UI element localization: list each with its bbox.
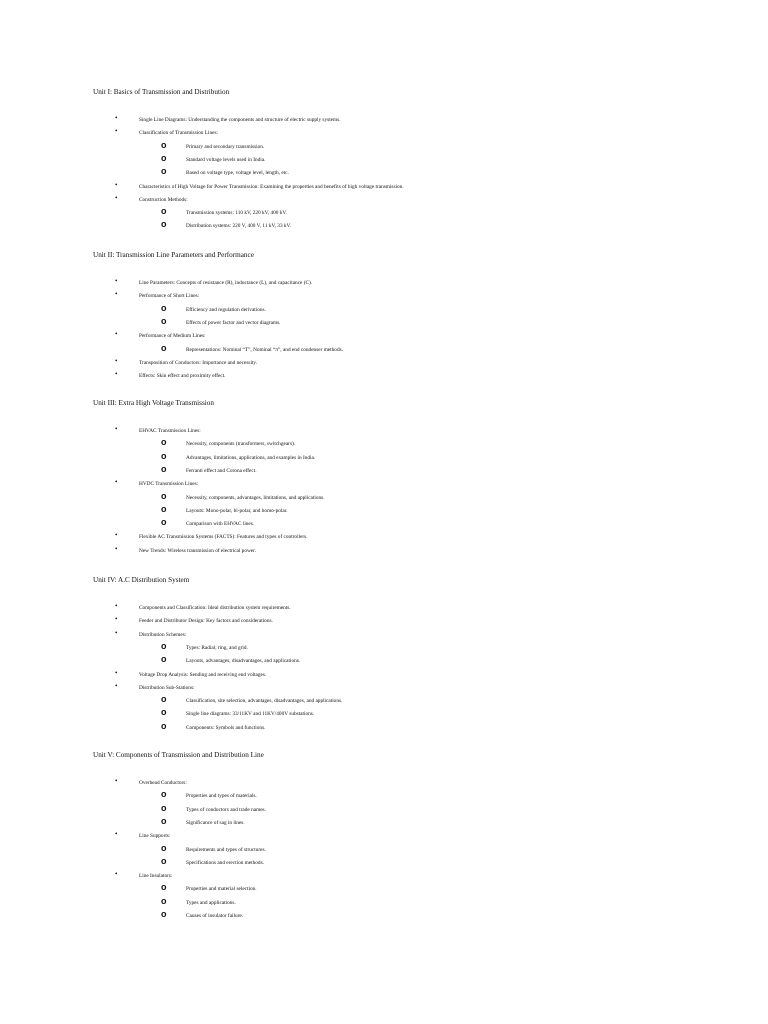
sub-list-item: Distribution systems: 220 V, 400 V, 11 kV, 33 kV. xyxy=(186,223,292,230)
sub-bullet-icon: o xyxy=(161,315,167,326)
unit-heading: Unit III: Extra High Voltage Transmission xyxy=(93,399,214,407)
sub-list-item: Transmission systems: 110 kV, 220 kV, 400 kV. xyxy=(186,210,287,217)
bullet-icon: • xyxy=(115,602,118,610)
sub-bullet-icon: o xyxy=(161,342,167,353)
list-item: Flexible AC Transmission Systems (FACTS): Features and types of controllers. xyxy=(139,534,308,541)
list-item: Voltage Drop Analysis: Sending and receiving end voltages. xyxy=(139,671,267,678)
sub-bullet-icon: o xyxy=(161,789,167,800)
list-item: Distribution Schemes: xyxy=(139,631,187,638)
bullet-icon: • xyxy=(115,277,118,285)
bullet-icon: • xyxy=(115,478,118,487)
sub-list-item: Layouts, advantages, disadvantages, and applications. xyxy=(186,658,301,665)
sub-bullet-icon: o xyxy=(161,707,167,718)
sub-list-item: Comparison with EHVAC lines. xyxy=(186,521,255,528)
sub-list-item: Requirements and types of structures. xyxy=(186,846,266,853)
sub-list-item: Layouts: Mono-polar, bi-polar, and homo-polar. xyxy=(186,507,288,514)
sub-list-item: Specifications and erection methods. xyxy=(186,859,264,866)
unit-heading: Unit V: Components of Transmission and Distribution Line xyxy=(93,751,264,759)
bullet-icon: • xyxy=(115,180,118,189)
sub-bullet-icon: o xyxy=(161,152,167,163)
bullet-icon: • xyxy=(115,193,118,202)
list-item: Performance of Medium Lines: xyxy=(139,333,206,340)
bullet-icon: • xyxy=(115,681,118,690)
sub-list-item: Standard voltage levels used in India. xyxy=(186,156,266,163)
list-item: Line Parameters: Concepts of resistance (R), inductance (L), and capacitance (C). xyxy=(139,280,313,286)
sub-list-item: Properties and types of materials. xyxy=(186,793,257,800)
sub-list-item: Ferranti effect and Corona effect. xyxy=(186,467,257,474)
list-item: Transposition of Conductors: Importance and necessity. xyxy=(139,359,258,366)
list-item: EHVAC Transmission Lines: xyxy=(139,428,201,434)
bullet-icon: • xyxy=(115,544,118,553)
sub-bullet-icon: o xyxy=(161,694,167,705)
sub-list-item: Components: Symbols and functions. xyxy=(186,724,266,731)
sub-bullet-icon: o xyxy=(161,882,167,893)
list-item: Distribution Sub-Stations: xyxy=(139,684,195,691)
sub-bullet-icon: o xyxy=(161,437,167,448)
sub-bullet-icon: o xyxy=(161,166,167,177)
sub-list-item: Necessity, components (transformers, switchgears). xyxy=(186,441,296,448)
list-item: Construction Methods: xyxy=(139,196,188,203)
bullet-icon: • xyxy=(115,830,118,839)
sub-list-item: Classification, site selection, advantages, disadvantages, and applications. xyxy=(186,698,343,705)
sub-bullet-icon: o xyxy=(161,450,167,461)
sub-bullet-icon: o xyxy=(161,802,167,813)
list-item: Line Supports: xyxy=(139,833,171,840)
sub-bullet-icon: o xyxy=(161,206,167,217)
sub-bullet-icon: o xyxy=(161,139,167,150)
list-item: Effects: Skin effect and proximity effect. xyxy=(139,373,226,380)
list-item: Classification of Transmission Lines: xyxy=(139,130,219,137)
bullet-icon: • xyxy=(115,370,118,379)
sub-list-item: Efficiency and regulation derivations. xyxy=(186,306,266,313)
sub-bullet-icon: o xyxy=(161,517,167,528)
sub-bullet-icon: o xyxy=(161,855,167,866)
sub-bullet-icon: o xyxy=(161,503,167,514)
list-item: Components and Classification: Ideal distribution system requirements. xyxy=(139,605,291,611)
sub-bullet-icon: o xyxy=(161,895,167,906)
bullet-icon: • xyxy=(115,531,118,540)
sub-bullet-icon: o xyxy=(161,720,167,731)
bullet-icon: • xyxy=(115,615,118,624)
sub-bullet-icon: o xyxy=(161,302,167,313)
bullet-icon: • xyxy=(115,425,118,433)
list-item: Feeder and Distributor Design: Key factors and considerations. xyxy=(139,618,273,625)
sub-list-item: Properties and material selection. xyxy=(186,886,257,893)
bullet-icon: • xyxy=(115,668,118,677)
sub-list-item: Types: Radial, ring, and grid. xyxy=(186,644,248,651)
sub-list-item: Causes of insulator failure. xyxy=(186,913,244,919)
list-item: Single Line Diagrams: Understanding the components and structure of electric supply systems. xyxy=(139,117,341,123)
list-item: Characteristics of High Voltage for Power Transmission: Examining the properties and benefits of high voltage transmission. xyxy=(139,183,404,190)
bullet-icon: • xyxy=(115,114,118,122)
list-item: Line Insulators: xyxy=(139,873,173,880)
list-item: Overhead Conductors: xyxy=(139,780,187,786)
sub-bullet-icon: o xyxy=(161,640,167,651)
bullet-icon: • xyxy=(115,127,118,136)
list-item: New Trends: Wireless transmission of electrical power. xyxy=(139,547,256,554)
sub-list-item: Advantages, limitations, applications, and examples in India. xyxy=(186,454,316,461)
sub-bullet-icon: o xyxy=(161,842,167,853)
sub-bullet-icon: o xyxy=(161,463,167,474)
sub-list-item: Significance of sag in lines. xyxy=(186,819,245,826)
sub-list-item: Representations: Nominal “T”, Nominal “π”, and end condenser methods. xyxy=(186,346,343,353)
list-item: Performance of Short Lines: xyxy=(139,293,200,300)
sub-list-item: Based on voltage type, voltage level, length, etc. xyxy=(186,170,289,177)
sub-list-item: Single line diagrams: 33/11KV and 11KV/400V substations. xyxy=(186,711,315,718)
sub-list-item: Types of conductors and trade names. xyxy=(186,806,266,813)
bullet-icon: • xyxy=(115,356,118,365)
bullet-icon: • xyxy=(115,628,118,637)
unit-heading: Unit II: Transmission Line Parameters and Performance xyxy=(93,251,254,259)
unit-heading: Unit I: Basics of Transmission and Distribution xyxy=(93,88,230,96)
bullet-icon: • xyxy=(115,290,118,299)
list-item: HVDC Transmission Lines: xyxy=(139,481,199,488)
unit-heading: Unit IV: A.C Distribution System xyxy=(93,576,190,584)
sub-bullet-icon: o xyxy=(161,490,167,501)
sub-list-item: Effects of power factor and vector diagrams. xyxy=(186,319,281,326)
bullet-icon: • xyxy=(115,777,118,785)
bullet-icon: • xyxy=(115,870,118,879)
sub-bullet-icon: o xyxy=(161,909,167,919)
sub-bullet-icon: o xyxy=(161,654,167,665)
sub-list-item: Necessity, components, advantages, limitations, and applications. xyxy=(186,494,325,501)
bullet-icon: • xyxy=(115,330,118,339)
sub-list-item: Primary and secondary transmission. xyxy=(186,143,265,150)
sub-bullet-icon: o xyxy=(161,815,167,826)
sub-bullet-icon: o xyxy=(161,219,167,230)
sub-list-item: Types and applications. xyxy=(186,899,236,906)
